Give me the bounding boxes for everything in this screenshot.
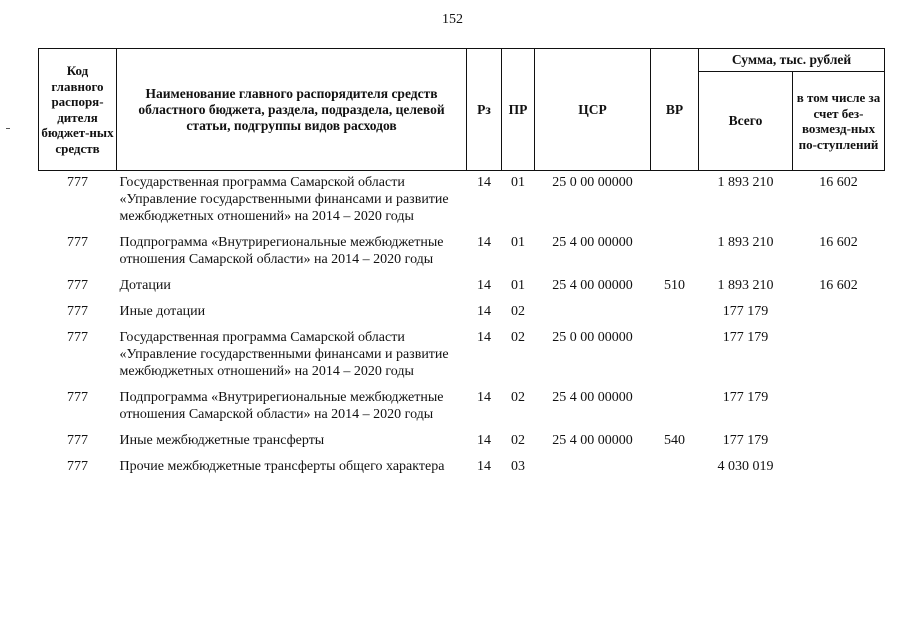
cell-total: 1 893 210 <box>717 175 774 190</box>
cell-code: 777 <box>67 433 88 448</box>
cell-csr <box>535 455 651 481</box>
cell-code: 777 <box>67 330 88 345</box>
cell-name: Подпрограмма «Внутрирегиональные межбюджетные отношения Самарской области» на 2014 – 2020 годы <box>119 390 444 422</box>
cell-vr <box>651 455 699 481</box>
table-row <box>39 326 885 386</box>
table-row <box>39 429 885 455</box>
table-body <box>39 171 885 482</box>
cell-grant <box>793 300 885 326</box>
cell-grant <box>793 386 885 429</box>
cell-vr <box>651 300 699 326</box>
table-row <box>39 386 885 429</box>
cell-name: Иные дотации <box>119 304 206 319</box>
cell-code: 777 <box>67 304 88 319</box>
cell-rz: 14 <box>477 304 491 319</box>
header-rz: Рз <box>467 49 502 171</box>
table-header <box>39 49 885 171</box>
cell-rz: 14 <box>477 278 491 293</box>
cell-pr: 03 <box>511 459 525 474</box>
header-pr: ПР <box>502 49 535 171</box>
cell-total: 177 179 <box>722 433 769 448</box>
header-name: Наименование главного распорядителя средств областного бюджета, раздела, подраздела, целевой статьи, подгруппы видов расходов <box>117 49 467 171</box>
cell-total: 177 179 <box>722 304 769 319</box>
cell-pr: 02 <box>511 330 525 345</box>
cell-name: Государственная программа Самарской области «Управление государственными финансами и развитие межбюджетных отношений» на 2014 – 2020 годы <box>119 330 449 379</box>
cell-pr: 02 <box>511 390 525 405</box>
cell-code: 777 <box>67 390 88 405</box>
cell-csr: 25 4 00 00000 <box>552 278 633 293</box>
cell-csr: 25 0 00 00000 <box>552 175 633 190</box>
cell-csr: 25 0 00 00000 <box>552 330 633 345</box>
cell-pr: 02 <box>511 304 525 319</box>
cell-total: 4 030 019 <box>717 459 774 474</box>
cell-name: Прочие межбюджетные трансферты общего характера <box>119 459 445 474</box>
cell-vr: 540 <box>664 433 685 448</box>
table-row <box>39 455 885 481</box>
cell-total: 177 179 <box>722 330 769 345</box>
table-row <box>39 300 885 326</box>
header-vr: ВР <box>651 49 699 171</box>
cell-rz: 14 <box>477 390 491 405</box>
cell-csr <box>535 300 651 326</box>
cell-total: 1 893 210 <box>717 235 774 250</box>
page-number: 152 <box>442 12 463 27</box>
cell-total: 1 893 210 <box>717 278 774 293</box>
cell-grant <box>793 455 885 481</box>
margin-mark <box>6 128 10 129</box>
cell-rz: 14 <box>477 175 491 190</box>
cell-name: Иные межбюджетные трансферты <box>119 433 325 448</box>
cell-grant <box>793 429 885 455</box>
cell-code: 777 <box>67 278 88 293</box>
cell-name: Дотации <box>119 278 171 293</box>
cell-code: 777 <box>67 175 88 190</box>
cell-csr: 25 4 00 00000 <box>552 390 633 405</box>
cell-pr: 02 <box>511 433 525 448</box>
cell-pr: 01 <box>511 278 525 293</box>
header-csr: ЦСР <box>535 49 651 171</box>
header-grant: в том числе за счет без-возмезд-ных по-ступлений <box>793 72 885 171</box>
cell-total: 177 179 <box>722 390 769 405</box>
cell-vr: 510 <box>664 278 685 293</box>
table-row <box>39 171 885 232</box>
cell-vr <box>651 231 699 274</box>
header-sum-group: Сумма, тыс. рублей <box>699 49 885 72</box>
cell-pr: 01 <box>511 175 525 190</box>
header-code: Код главного распоря-дителя бюджет-ных средств <box>39 49 117 171</box>
cell-rz: 14 <box>477 459 491 474</box>
cell-rz: 14 <box>477 433 491 448</box>
table-row <box>39 231 885 274</box>
cell-csr: 25 4 00 00000 <box>552 235 633 250</box>
cell-grant <box>793 326 885 386</box>
budget-table <box>38 48 885 481</box>
cell-vr <box>651 171 699 232</box>
cell-vr <box>651 386 699 429</box>
cell-vr <box>651 326 699 386</box>
cell-code: 777 <box>67 235 88 250</box>
cell-grant: 16 602 <box>819 235 858 250</box>
cell-grant: 16 602 <box>819 175 858 190</box>
table-row <box>39 274 885 300</box>
cell-pr: 01 <box>511 235 525 250</box>
cell-rz: 14 <box>477 235 491 250</box>
cell-name: Подпрограмма «Внутрирегиональные межбюджетные отношения Самарской области» на 2014 – 2020 годы <box>119 235 444 267</box>
cell-name: Государственная программа Самарской области «Управление государственными финансами и развитие межбюджетных отношений» на 2014 – 2020 годы <box>119 175 449 224</box>
cell-rz: 14 <box>477 330 491 345</box>
cell-grant: 16 602 <box>819 278 858 293</box>
cell-code: 777 <box>67 459 88 474</box>
cell-csr: 25 4 00 00000 <box>552 433 633 448</box>
header-total: Всего <box>699 72 793 171</box>
